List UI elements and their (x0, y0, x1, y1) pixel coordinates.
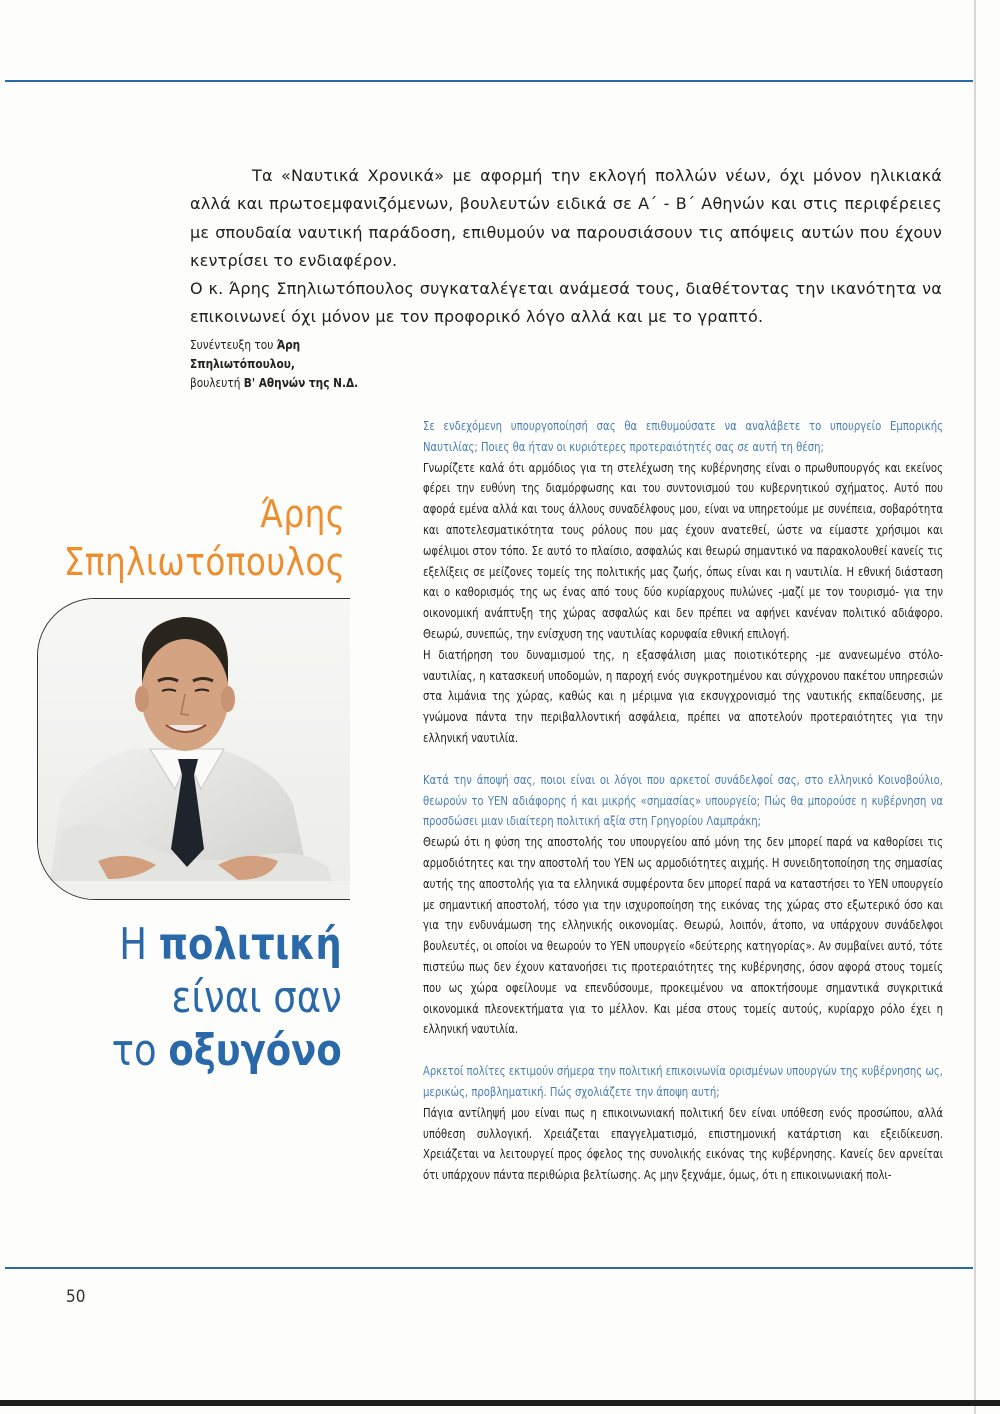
bottom-band (0, 1400, 1000, 1406)
headline (112, 918, 342, 1077)
byline-prefix-1: Συνέντευξη του (190, 338, 277, 352)
page-edge (974, 0, 976, 1414)
byline (190, 336, 401, 393)
headline-line-3 (112, 1024, 342, 1077)
answer-1-paragraph-1: Γνωρίζετε καλά ότι αρμόδιος για τη στελέχωση της κυβέρνησης είναι ο πρωθυπουργός και εκείνος φέρει την ευθύνη της διαμόρφωσης και του συντονισμού του κυβερνητικού σχήματος. Αυτό που αφορά εμένα αλλά και τους άλλους συναδέλφους μου, είναι να υπηρετούμε με συνέπεια, σοβαρότητα και αποτελεσματικότητα τους ρόλους που μας έχουν ανατεθεί, ώστε να είμαστε χρήσιμοι και ωφέλιμοι στον τόπο. Σε αυτό το πλαίσιο, ασφαλώς και θεωρώ σημαντικό να παρακολουθεί κανείς τις εξελίξεις σε μείζονες τομείς της πολιτικής μας ζωής, όπως είναι και η ναυτιλία. Η εθνική διάσταση και ο καθορισμός της ως ένας από τους δύο κυρίαρχους πυλώνες -μαζί με τον τουρισμό- για την οικονομική ανάπτυξη της χώρας ασφαλώς και δεν πρέπει να αφήνει κανέναν πολιτικό αδιάφορο. Θεωρώ, συνεπώς, την ενίσχυση της ναυτιλίας κορυφαία εθνική επιλογή. (423, 459, 943, 641)
byline-role: Β' Αθηνών της Ν.Δ. (243, 376, 359, 390)
question-1: Σε ενδεχόμενη υπουργοποίησή σας θα επιθυμούσατε να αναλάβετε το υπουργείο Εμπορικής Ναυτιλίας; Ποιες θα ήταν οι κυριότερες προτεραιότητές σας σε αυτή τη θέση; (423, 418, 943, 454)
portrait-photo (37, 598, 350, 900)
last-name: Σπηλιωτόπουλος (63, 540, 345, 584)
intro-paragraph-2: Ο κ. Άρης Σπηλιωτόπουλος συγκαταλέγεται ανάμεσά τους, διαθέτοντας την ικανότητα να επικοινωνεί όχι μόνον με τον προφορικό λόγο αλλά και με το γραπτό. (190, 279, 942, 327)
headline-word-4: οξυγόνο (168, 1025, 342, 1076)
interviewee-name-title (63, 490, 345, 586)
bottom-rule (5, 1267, 973, 1269)
headline-line-2: είναι σαν (171, 972, 342, 1023)
byline-interviewee: Άρη Σπηλιωτόπουλου, (190, 338, 301, 371)
answer-3: Πάγια αντίληψή μου είναι πως η επικοινωνιακή πολιτική δεν είναι υπόθεση ενός προσώπου, αλλά υπόθεση συλλογική. Χρειάζεται επαγγελματισμό, επιστημονική κατάρτιση και εξειδίκευση. Χρειάζεται να λειτουργεί προς όφελος της συνολικής εικόνας της κυβέρνησης. Κανείς δεν αρνείται ότι υπάρχουν πάντα περιθώρια βελτίωσης. Ας μην ξεχνάμε, όμως, ότι η επικοινωνιακή πολι- (423, 1104, 943, 1183)
headline-word-2: πολιτική (159, 919, 342, 970)
top-rule (5, 80, 973, 82)
answer-1-paragraph-2: Η διατήρηση του δυναμισμού της, η εξασφάλιση μιας ποιοτικότερης -με ανανεωμένο στόλο- ναυτιλίας, η κατασκευή υποδομών, η παροχή ενός συγκροτημένου και σύγχρονου πακέτου υπηρεσιών στα λιμάνια της χώρας, καθώς και η μέριμνα για εκσυγχρονισμό της ναυτικής εκπαίδευσης, με γνώμονα πάντα την περιβαλλοντική ασφάλεια, πρέπει να αποτελούν προτεραιότητες για την ελληνική ναυτιλία. (423, 646, 943, 745)
question-2: Κατά την άποψή σας, ποιοι είναι οι λόγοι που αρκετοί συνάδελφοί σας, στο ελληνικό Κοινοβούλιο, θεωρούν το ΥΕΝ αδιάφορης ή και μικρής «σημασίας» υπουργείο; Πώς θα μπορούσε η κυβέρνηση να προσδώσει μιαν ιδιαίτερη πολιτική αξία στη Γρηγορίου Λαμπράκη; (423, 771, 943, 829)
page-number: 50 (66, 1287, 86, 1307)
first-name: Άρης (260, 492, 345, 536)
intro-text (190, 162, 942, 332)
byline-prefix-2: βουλευτή (190, 376, 244, 390)
headline-line-1 (112, 918, 342, 971)
answer-2: Θεωρώ ότι η φύση της αποστολής του υπουργείου από μόνη της δεν μπορεί παρά να καθορίσει τις αρμοδιότητες και την αποστολή του ΥΕΝ ως αρμοδιότητες αιχμής. Η συνειδητοποίηση της σημασίας αυτής της αποστολής για τα ελληνικά συμφέροντα δεν μπορεί παρά να καταστήσει το ΥΕΝ υπουργείο με σημαντική αποστολή, τόσο για την ισχυροποίηση της εικόνας της χώρας στο εξωτερικό όσο και για την ενδυνάμωση της ελληνικής οικονομίας. Θεωρώ, λοιπόν, άτοπο, να υπάρχουν συνάδελφοι βουλευτές, οι οποίοι να θεωρούν το ΥΕΝ υπουργείο «δεύτερης κατηγορίας». Αν συμβαίνει αυτό, τότε πιστεύω πως δεν έχουν κατανοήσει τις προτεραιότητες της κυβέρνησης, όσον αφορά στους τομείς που ως χώρα οφείλουμε να επενδύσουμε, προκειμένου να αποκτήσουμε σημαντικά συγκριτικά οικονομικά πλεονεκτήματα για το μέλλον. Και μέσα στους τομείς αυτούς, κυρίαρχο ρόλο έχει η ελληνική ναυτιλία. (423, 834, 943, 1037)
question-3: Αρκετοί πολίτες εκτιμούν σήμερα την πολιτική επικοινωνία ορισμένων υπουργών της κυβέρνησης ως, μερικώς, προβληματική. Πώς σχολιάζετε την άποψη αυτή; (423, 1063, 943, 1099)
byline-line-2 (190, 374, 401, 393)
portrait-illustration (38, 599, 350, 899)
byline-line-1 (190, 336, 401, 374)
article-body (423, 416, 943, 1186)
intro-paragraph-1: Τα «Ναυτικά Χρονικά» με αφορμή την εκλογή πολλών νέων, όχι μόνον ηλικιακά αλλά και πρωτοεμφανιζόμενων, βουλευτών ειδικά σε Α΄ - Β΄ Αθηνών και στις περιφέρειες με σπουδαία ναυτική παράδοση, επιθυμούν να παρουσιάσουν τις απόψεις αυτών που έχουν κεντρίσει το ενδιαφέρον. (190, 166, 942, 270)
headline-word-3: το (112, 1025, 169, 1076)
headline-word-1: Η (119, 919, 160, 970)
